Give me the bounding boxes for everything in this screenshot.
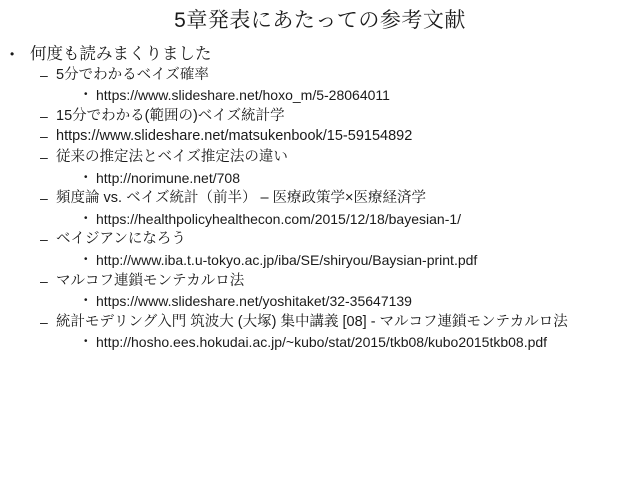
list-item-text: 15分でわかる(範囲の)ベイズ統計学 [56, 107, 285, 124]
list-item-text: https://healthpolicyhealthecon.com/2015/12/18/bayesian-1/ [96, 210, 462, 227]
list-item [0, 188, 640, 209]
dash-marker-icon: – [40, 66, 48, 83]
bullet-marker-icon: • [84, 171, 88, 183]
list-item [0, 85, 640, 106]
list-item-text: 5分でわかるベイズ確率 [56, 66, 209, 83]
slide-title: 5章発表にあたっての参考文献 [174, 9, 466, 32]
list-item [0, 332, 640, 353]
bullet-marker-icon: • [84, 253, 88, 265]
list-item-text: 頻度論 vs. ベイズ統計（前半） – 医療政策学×医療経済学 [56, 190, 427, 207]
list-item-text: http://www.iba.t.u-tokyo.ac.jp/iba/SE/shiryou/Baysian-print.pdf [96, 251, 478, 268]
bullet-marker-icon: • [10, 47, 15, 61]
list-item [0, 291, 640, 312]
list-item-text: 何度も読みまくりました [30, 45, 212, 63]
list-item [0, 44, 640, 65]
list-item [0, 229, 640, 250]
bullet-marker-icon: • [84, 336, 88, 348]
bullet-marker-icon: • [84, 89, 88, 101]
dash-marker-icon: – [40, 272, 48, 289]
list-item [0, 312, 640, 333]
bullet-marker-icon: • [84, 212, 88, 224]
list-item [0, 271, 640, 292]
dash-marker-icon: – [40, 128, 48, 145]
dash-marker-icon: – [40, 107, 48, 124]
list-item-text: https://www.slideshare.net/matsukenbook/15-59154892 [56, 128, 413, 145]
list-item [0, 65, 640, 86]
bullet-list [0, 44, 640, 353]
list-item [0, 106, 640, 127]
list-item [0, 209, 640, 230]
list-item-text: https://www.slideshare.net/hoxo_m/5-28064011 [96, 87, 390, 104]
list-item-text: http://norimune.net/708 [96, 169, 240, 186]
list-item [0, 250, 640, 271]
dash-marker-icon: – [40, 148, 48, 165]
list-item-text: 従来の推定法とベイズ推定法の違い [56, 148, 288, 165]
dash-marker-icon: – [40, 313, 48, 330]
dash-marker-icon: – [40, 231, 48, 248]
list-item-text: http://hosho.ees.hokudai.ac.jp/~kubo/stat/2015/tkb08/kubo2015tkb08.pdf [96, 334, 548, 351]
list-item-text: 統計モデリング入門 筑波大 (大塚) 集中講義 [08] - マルコフ連鎖モンテカルロ法 [56, 313, 568, 330]
list-item [0, 147, 640, 168]
list-item-text: マルコフ連鎖モンテカルロ法 [56, 272, 245, 289]
list-item-text: https://www.slideshare.net/yoshitaket/32-35647139 [96, 293, 412, 310]
list-item [0, 126, 640, 147]
list-item [0, 168, 640, 189]
bullet-marker-icon: • [84, 295, 88, 307]
list-item-text: ベイジアンになろう [56, 231, 186, 248]
dash-marker-icon: – [40, 190, 48, 207]
